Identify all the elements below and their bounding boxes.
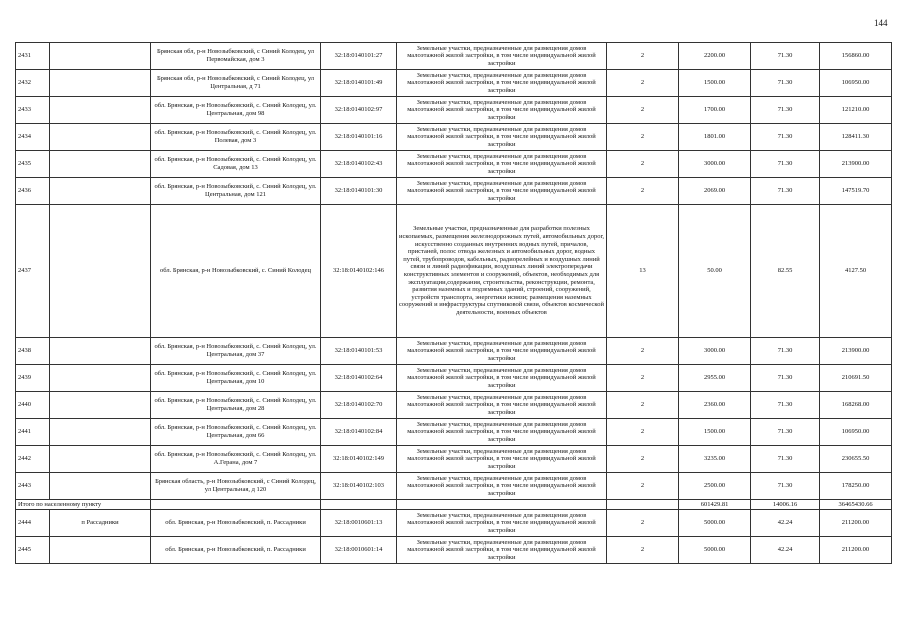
table-row: [16, 419, 892, 446]
locality-cell: п Рассадники: [50, 510, 151, 537]
land-use-cell: Земельные участки, предназначенные для размещения домов малоэтажной жилой застройки, в том числе индивидуальной жилой застройки: [397, 43, 607, 70]
table-row: [16, 97, 892, 124]
land-use-cell: Земельные участки, предназначенные для размещения домов малоэтажной жилой застройки, в том числе индивидуальной жилой застройки: [397, 338, 607, 365]
table-row: [16, 537, 892, 564]
area-cell: 1500.00: [679, 70, 751, 97]
area-cell: 2360.00: [679, 392, 751, 419]
cadastral-value-cell: 156860.00: [820, 43, 892, 70]
row-number: 2433: [16, 97, 50, 124]
area-cell: 2500.00: [679, 473, 751, 500]
table-row: [16, 70, 892, 97]
rate-cell: 71.30: [751, 97, 820, 124]
area-cell: 2069.00: [679, 178, 751, 205]
rate-cell: 71.30: [751, 178, 820, 205]
row-number: 2438: [16, 338, 50, 365]
locality-cell: [50, 446, 151, 473]
rate-cell: 71.30: [751, 365, 820, 392]
address-cell: обл. Брянская, р-н Новозыбковский, п. Рассадники: [151, 510, 321, 537]
cadastral-number-cell: 32:18:0140101:49: [321, 70, 397, 97]
land-use-cell: Земельные участки, предназначенные для разработки полезных ископаемых, размещения железнодорожных путей, автомобильных дорог, искусственно созданных внутренних водных путей, причалов, пристаней, полос отвода железных и автомобильных дорог, водных путей, трубопроводов, кабельных, радиорелейных и воздушных линий связи и линий радиофикации, воздушных линий электропередачи конструктивных элементов и сооружений, объектов, необходимых для эксплуатации,содержания, строительства, реконструкции, ремонта, развития наземных и подземных зданий, строений, сооружений, устройств транспорта, энергетики исвязи; размещения наземных сооружений и инфраструктуры спутниковой связи, объектов космической деятельности, военных объектов: [397, 205, 607, 338]
locality-cell: [50, 392, 151, 419]
category-cell: 2: [607, 365, 679, 392]
cadastral-number-cell: 32:18:0140102:103: [321, 473, 397, 500]
category-cell: 2: [607, 124, 679, 151]
row-number: 2435: [16, 151, 50, 178]
locality-cell: [50, 205, 151, 338]
category-cell: 2: [607, 510, 679, 537]
table-row: [16, 473, 892, 500]
area-cell: 3000.00: [679, 151, 751, 178]
cadastral-value-cell: 210691.50: [820, 365, 892, 392]
cadastral-value-cell: 211200.00: [820, 510, 892, 537]
total-row: [16, 500, 892, 510]
row-number: 2436: [16, 178, 50, 205]
cadastral-value-cell: 128411.30: [820, 124, 892, 151]
address-cell: обл. Брянская, р-н Новозыбковский, п. Рассадники: [151, 537, 321, 564]
rate-cell: 71.30: [751, 151, 820, 178]
total-area: 601429.81: [679, 500, 751, 510]
rate-cell: 71.30: [751, 338, 820, 365]
table-row: [16, 510, 892, 537]
cadastral-number-cell: 32:18:0140101:27: [321, 43, 397, 70]
land-use-cell: Земельные участки, предназначенные для размещения домов малоэтажной жилой застройки, в том числе индивидуальной жилой застройки: [397, 446, 607, 473]
category-cell: 2: [607, 392, 679, 419]
total-label: Итого по населенному пункту: [16, 500, 151, 510]
address-cell: обл. Брянская, р-н Новозыбковский, с. Синий Колодец: [151, 205, 321, 338]
area-cell: 3235.00: [679, 446, 751, 473]
cadastral-number-cell: 32:18:0140101:53: [321, 338, 397, 365]
land-use-cell: Земельные участки, предназначенные для размещения домов малоэтажной жилой застройки, в том числе индивидуальной жилой застройки: [397, 97, 607, 124]
cadastral-value-cell: 147519.70: [820, 178, 892, 205]
category-cell: 2: [607, 151, 679, 178]
cadastral-value-cell: 106950.00: [820, 419, 892, 446]
area-cell: 3000.00: [679, 338, 751, 365]
land-use-cell: Земельные участки, предназначенные для размещения домов малоэтажной жилой застройки, в том числе индивидуальной жилой застройки: [397, 473, 607, 500]
row-number: 2437: [16, 205, 50, 338]
address-cell: обл. Брянская, р-н Новозыбковский, с. Синий Колодец, ул. Центральная, дом 28: [151, 392, 321, 419]
address-cell: обл. Брянская, р-н Новозыбковский, с. Синий Колодец, ул. А.Герана, дом 7: [151, 446, 321, 473]
category-cell: 2: [607, 446, 679, 473]
area-cell: 5000.00: [679, 537, 751, 564]
table-row: [16, 365, 892, 392]
cadastral-value-cell: 121210.00: [820, 97, 892, 124]
rate-cell: 71.30: [751, 43, 820, 70]
area-cell: 5000.00: [679, 510, 751, 537]
category-cell: 2: [607, 97, 679, 124]
row-number: 2432: [16, 70, 50, 97]
cadastral-number-cell: 32:18:0140102:149: [321, 446, 397, 473]
locality-cell: [50, 338, 151, 365]
table-row: [16, 43, 892, 70]
land-use-cell: Земельные участки, предназначенные для размещения домов малоэтажной жилой застройки, в том числе индивидуальной жилой застройки: [397, 365, 607, 392]
cadastral-number-cell: 32:18:0140101:16: [321, 124, 397, 151]
row-number: 2439: [16, 365, 50, 392]
table-row: [16, 338, 892, 365]
total-rate: 14006.16: [751, 500, 820, 510]
cadastral-number-cell: 32:18:0140101:30: [321, 178, 397, 205]
table-row: [16, 151, 892, 178]
locality-cell: [50, 419, 151, 446]
cadastral-value-cell: 213900.00: [820, 151, 892, 178]
cadastral-value-cell: 4127.50: [820, 205, 892, 338]
table-row: [16, 178, 892, 205]
address-cell: обл. Брянская, р-н Новозыбковский, с. Синий Колодец, ул. Центральная, дом 66: [151, 419, 321, 446]
locality-cell: [50, 473, 151, 500]
category-cell: 13: [607, 205, 679, 338]
category-cell: 2: [607, 473, 679, 500]
rate-cell: 71.30: [751, 392, 820, 419]
area-cell: 1700.00: [679, 97, 751, 124]
locality-cell: [50, 537, 151, 564]
land-use-cell: Земельные участки, предназначенные для размещения домов малоэтажной жилой застройки, в том числе индивидуальной жилой застройки: [397, 419, 607, 446]
locality-cell: [50, 151, 151, 178]
row-number: 2443: [16, 473, 50, 500]
area-cell: 1500.00: [679, 419, 751, 446]
total-blank: [321, 500, 397, 510]
category-cell: 2: [607, 338, 679, 365]
row-number: 2441: [16, 419, 50, 446]
address-cell: обл. Брянская, р-н Новозыбковский, с. Синий Колодец, ул. Центральная, дом 98: [151, 97, 321, 124]
cadastral-number-cell: 32:18:0140102:70: [321, 392, 397, 419]
cadastral-value-cell: 211200.00: [820, 537, 892, 564]
rate-cell: 71.30: [751, 70, 820, 97]
rate-cell: 42.24: [751, 510, 820, 537]
total-blank: [607, 500, 679, 510]
table-row: [16, 205, 892, 338]
cadastral-number-cell: 32:18:0140102:146: [321, 205, 397, 338]
cadastral-value-cell: 230655.50: [820, 446, 892, 473]
land-use-cell: Земельные участки, предназначенные для размещения домов малоэтажной жилой застройки, в том числе индивидуальной жилой застройки: [397, 124, 607, 151]
rate-cell: 71.30: [751, 446, 820, 473]
area-cell: 2200.00: [679, 43, 751, 70]
address-cell: Брянская область, р-н Новозыбковский, с Синий Колодец, ул Центральная, д 120: [151, 473, 321, 500]
land-use-cell: Земельные участки, предназначенные для размещения домов малоэтажной жилой застройки, в том числе индивидуальной жилой застройки: [397, 392, 607, 419]
rate-cell: 42.24: [751, 537, 820, 564]
table-row: [16, 392, 892, 419]
table-row: [16, 446, 892, 473]
category-cell: 2: [607, 419, 679, 446]
locality-cell: [50, 365, 151, 392]
land-use-cell: Земельные участки, предназначенные для размещения домов малоэтажной жилой застройки, в том числе индивидуальной жилой застройки: [397, 70, 607, 97]
cadastral-number-cell: 32:18:0140102:64: [321, 365, 397, 392]
address-cell: Брянская обл, р-н Новозыбковский, с Синий Колодец, ул Центральная, д 71: [151, 70, 321, 97]
cadastral-value-cell: 106950.00: [820, 70, 892, 97]
cadastral-value-table: [15, 42, 892, 564]
area-cell: 2955.00: [679, 365, 751, 392]
address-cell: Брянская обл, р-н Новозыбковский, с Синий Колодец, ул Первомайская, дом 3: [151, 43, 321, 70]
cadastral-number-cell: 32:18:0010601:13: [321, 510, 397, 537]
rate-cell: 71.30: [751, 124, 820, 151]
cadastral-number-cell: 32:18:0140102:84: [321, 419, 397, 446]
row-number: 2434: [16, 124, 50, 151]
row-number: 2445: [16, 537, 50, 564]
category-cell: 2: [607, 537, 679, 564]
land-use-cell: Земельные участки, предназначенные для размещения домов малоэтажной жилой застройки, в том числе индивидуальной жилой застройки: [397, 510, 607, 537]
rate-cell: 71.30: [751, 473, 820, 500]
locality-cell: [50, 178, 151, 205]
rate-cell: 82.55: [751, 205, 820, 338]
rate-cell: 71.30: [751, 419, 820, 446]
total-blank: [151, 500, 321, 510]
cadastral-number-cell: 32:18:0140102:97: [321, 97, 397, 124]
table-row: [16, 124, 892, 151]
locality-cell: [50, 70, 151, 97]
total-blank: [397, 500, 607, 510]
category-cell: 2: [607, 70, 679, 97]
locality-cell: [50, 124, 151, 151]
category-cell: 2: [607, 43, 679, 70]
address-cell: обл. Брянская, р-н Новозыбковский, с. Синий Колодец, ул. Центральная, дом 37: [151, 338, 321, 365]
area-cell: 50.00: [679, 205, 751, 338]
address-cell: обл. Брянская, р-н Новозыбковский, с. Синий Колодец, ул. Садовая, дом 13: [151, 151, 321, 178]
page-number: 144: [874, 18, 888, 28]
land-use-cell: Земельные участки, предназначенные для размещения домов малоэтажной жилой застройки, в том числе индивидуальной жилой застройки: [397, 178, 607, 205]
land-use-cell: Земельные участки, предназначенные для размещения домов малоэтажной жилой застройки, в том числе индивидуальной жилой застройки: [397, 151, 607, 178]
cadastral-number-cell: 32:18:0140102:43: [321, 151, 397, 178]
cadastral-value-cell: 178250.00: [820, 473, 892, 500]
cadastral-number-cell: 32:18:0010601:14: [321, 537, 397, 564]
row-number: 2431: [16, 43, 50, 70]
row-number: 2444: [16, 510, 50, 537]
address-cell: обл. Брянская, р-н Новозыбковский, с. Синий Колодец, ул. Центральная, дом 121: [151, 178, 321, 205]
row-number: 2440: [16, 392, 50, 419]
address-cell: обл. Брянская, р-н Новозыбковский, с. Синий Колодец, ул. Полевая, дом 3: [151, 124, 321, 151]
total-value: 36465430.66: [820, 500, 892, 510]
cadastral-value-cell: 168268.00: [820, 392, 892, 419]
land-use-cell: Земельные участки, предназначенные для размещения домов малоэтажной жилой застройки, в том числе индивидуальной жилой застройки: [397, 537, 607, 564]
locality-cell: [50, 97, 151, 124]
address-cell: обл. Брянская, р-н Новозыбковский, с. Синий Колодец, ул. Центральная, дом 10: [151, 365, 321, 392]
category-cell: 2: [607, 178, 679, 205]
row-number: 2442: [16, 446, 50, 473]
locality-cell: [50, 43, 151, 70]
cadastral-value-cell: 213900.00: [820, 338, 892, 365]
area-cell: 1801.00: [679, 124, 751, 151]
